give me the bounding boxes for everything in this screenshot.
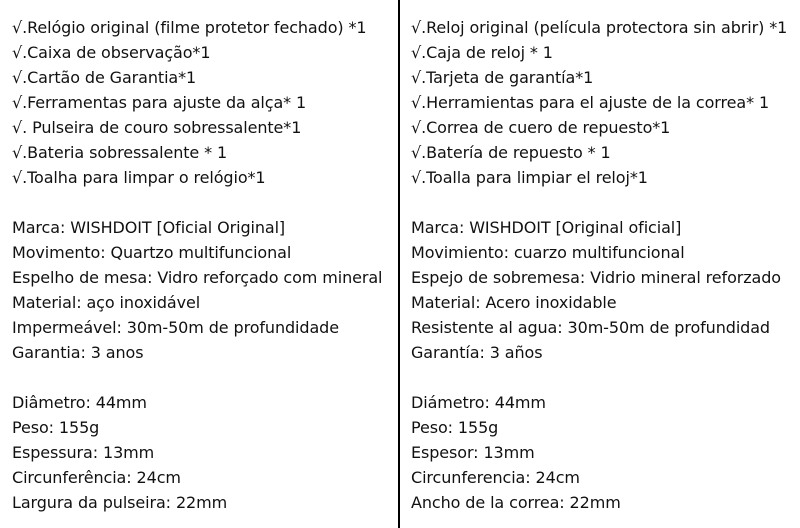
spec-line: Espelho de mesa: Vidro reforçado com mineral bbox=[12, 268, 383, 287]
package-item: √.Toalha para limpar o relógio*1 bbox=[12, 168, 266, 187]
dimension-line: Espesor: 13mm bbox=[411, 443, 535, 462]
dimension-line: Peso: 155g bbox=[411, 418, 499, 437]
portuguese-column bbox=[12, 15, 396, 515]
dimension-line: Largura da pulseira: 22mm bbox=[12, 493, 228, 512]
package-item: √.Correa de cuero de repuesto*1 bbox=[411, 118, 671, 137]
dimension-line: Diâmetro: 44mm bbox=[12, 393, 147, 412]
spec-line: Garantía: 3 años bbox=[411, 343, 543, 362]
package-item: √. Pulseira de couro sobressalente*1 bbox=[12, 118, 302, 137]
spec-line: Resistente al agua: 30m-50m de profundidad bbox=[411, 318, 770, 337]
specs-list bbox=[411, 215, 795, 365]
section-spacer bbox=[12, 365, 396, 390]
package-item: √.Cartão de Garantia*1 bbox=[12, 68, 197, 87]
package-item: √.Caixa de observação*1 bbox=[12, 43, 211, 62]
dimension-line: Circunferência: 24cm bbox=[12, 468, 181, 487]
spec-line: Marca: WISHDOIT [Oficial Original] bbox=[12, 218, 286, 237]
package-contents-list bbox=[411, 15, 795, 190]
specs-list bbox=[12, 215, 396, 365]
dimension-line: Ancho de la correa: 22mm bbox=[411, 493, 621, 512]
package-item: √.Caja de reloj * 1 bbox=[411, 43, 553, 62]
dimension-line: Espessura: 13mm bbox=[12, 443, 155, 462]
spec-line: Garantia: 3 anos bbox=[12, 343, 144, 362]
section-spacer bbox=[411, 365, 795, 390]
package-item: √.Reloj original (película protectora sin abrir) *1 bbox=[411, 18, 788, 37]
spec-line: Movimiento: cuarzo multifuncional bbox=[411, 243, 685, 262]
spec-line: Material: Acero inoxidable bbox=[411, 293, 617, 312]
spec-line: Marca: WISHDOIT [Original oficial] bbox=[411, 218, 682, 237]
dimensions-list bbox=[411, 390, 795, 515]
spec-line: Impermeável: 30m-50m de profundidade bbox=[12, 318, 339, 337]
package-contents-list bbox=[12, 15, 396, 190]
dimension-line: Peso: 155g bbox=[12, 418, 100, 437]
column-divider bbox=[398, 0, 400, 528]
package-item: √.Bateria sobressalente * 1 bbox=[12, 143, 228, 162]
package-item: √.Batería de repuesto * 1 bbox=[411, 143, 611, 162]
package-item: √.Tarjeta de garantía*1 bbox=[411, 68, 594, 87]
package-item: √.Relógio original (filme protetor fechado) *1 bbox=[12, 18, 367, 37]
dimension-line: Circunferencia: 24cm bbox=[411, 468, 580, 487]
package-item: √.Ferramentas para ajuste da alça* 1 bbox=[12, 93, 307, 112]
dimensions-list bbox=[12, 390, 396, 515]
package-item: √.Herramientas para el ajuste de la correa* 1 bbox=[411, 93, 770, 112]
dimension-line: Diámetro: 44mm bbox=[411, 393, 546, 412]
package-item: √.Toalla para limpiar el reloj*1 bbox=[411, 168, 648, 187]
section-spacer bbox=[411, 190, 795, 215]
section-spacer bbox=[12, 190, 396, 215]
spec-line: Material: aço inoxidável bbox=[12, 293, 201, 312]
spec-line: Espejo de sobremesa: Vidrio mineral reforzado bbox=[411, 268, 781, 287]
spec-line: Movimento: Quartzo multifuncional bbox=[12, 243, 292, 262]
spanish-column bbox=[411, 15, 795, 515]
